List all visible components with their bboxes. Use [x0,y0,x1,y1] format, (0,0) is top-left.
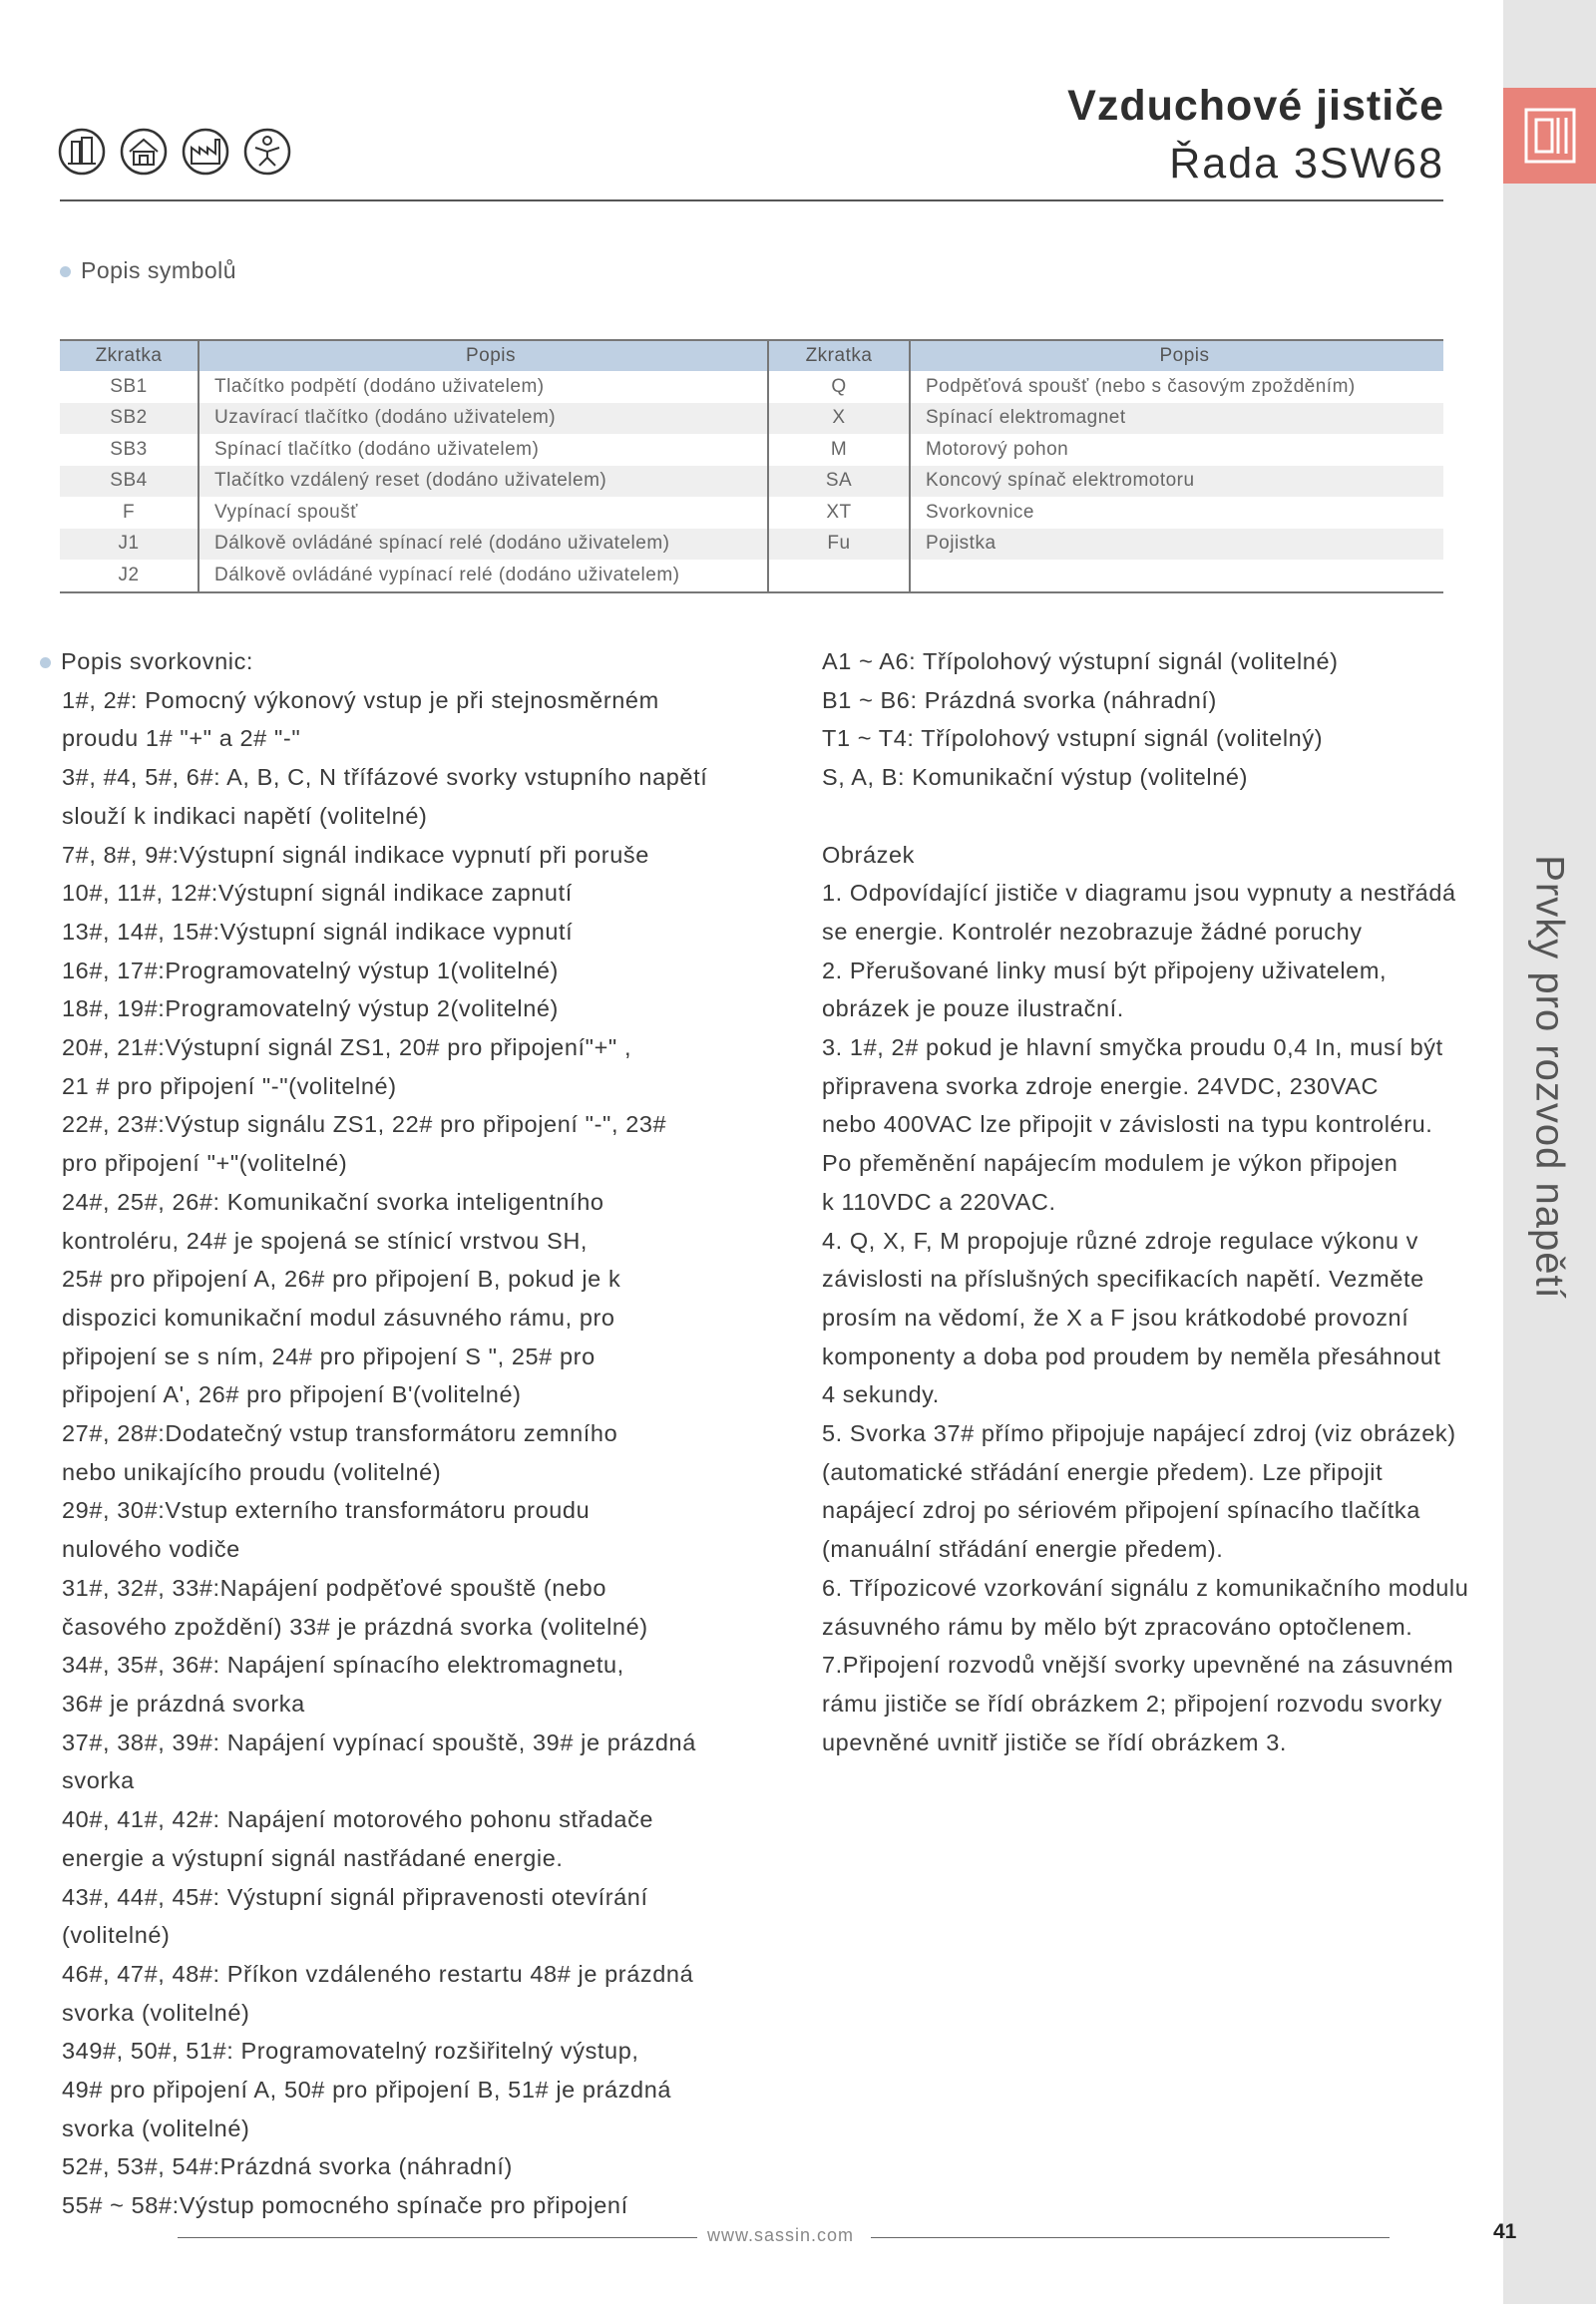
figure-note-line: zásuvného rámu by mělo být zpracováno optočlenem. [822,1613,1413,1640]
table-cell: Fu [768,529,910,561]
column-header: Zkratka [768,340,910,371]
signal-lines [822,642,1510,797]
table-cell: J2 [60,560,199,592]
table-cell: Tlačítko vzdálený reset (dodáno uživatelem) [199,466,768,498]
figure-note-line: upevněné uvnitř jističe se řídí obrázkem 3. [822,1728,1287,1755]
table-cell: Pojistka [910,529,1443,561]
symbols-table [60,339,1443,593]
terminal-line: časového zpoždění) 33# je prázdná svorka (volitelné) [62,1613,648,1640]
table-row [60,529,1443,561]
table-cell: XT [768,497,910,529]
terminals-heading-text: Popis svorkovnic: [61,648,254,674]
table-header-row [60,340,1443,371]
terminal-line: nulového vodiče [62,1536,240,1563]
terminal-line: 25# pro připojení A, 26# pro připojení B, pokud je k [62,1266,621,1293]
table-cell: Tlačítko podpětí (dodáno uživatelem) [199,371,768,403]
terminal-line: 31#, 32#, 33#:Napájení podpěťové spouště (nebo [62,1574,606,1601]
symbols-heading-text: Popis symbolů [81,257,237,283]
terminal-line: 7#, 8#, 9#:Výstupní signál indikace vypnutí při poruše [62,841,649,868]
figure-note-line: závislosti na příslušných specifikacích napětí. Vezměte [822,1266,1424,1293]
sidebar-badge [1503,88,1596,184]
table-cell: Dálkově ovládáné spínací relé (dodáno uživatelem) [199,529,768,561]
table-cell: Spínací tlačítko (dodáno uživatelem) [199,434,768,466]
page-title: Vzduchové jističe [1067,82,1444,130]
bullet-icon [40,657,51,668]
terminal-line: 22#, 23#:Výstup signálu ZS1, 22# pro připojení "-", 23# [62,1111,667,1138]
page-number: 41 [1493,2220,1517,2243]
figure-note-line: 7.Připojení rozvodů vnější svorky upevněné na zásuvném [822,1652,1454,1679]
signal-line: T1 ~ T4: Třípolohový vstupní signál (volitelný) [822,725,1324,752]
table-cell: Koncový spínač elektromotoru [910,466,1443,498]
building-icon [58,128,106,176]
figure-note-line: se energie. Kontrolér nezobrazuje žádné poruchy [822,918,1363,945]
terminal-line: svorka [62,1767,135,1794]
terminal-line: 36# je prázdná svorka [62,1690,305,1717]
terminal-line: kontroléru, 24# je spojená se stínicí vrstvou SH, [62,1227,589,1254]
figure-note-line: Po přeměnění napájecím modulem je výkon připojen [822,1150,1398,1177]
bullet-icon [60,266,71,277]
figure-note-line: 4 sekundy. [822,1381,940,1408]
terminal-line: 3#, #4, 5#, 6#: A, B, C, N třífázové svorky vstupního napětí [62,764,708,791]
table-cell: Q [768,371,910,403]
terminal-line: 55# ~ 58#:Výstup pomocného spínače pro připojení [62,2192,628,2219]
terminals-heading [40,642,780,681]
table-cell: SB4 [60,466,199,498]
terminal-line: 10#, 11#, 12#:Výstupní signál indikace zapnutí [62,880,573,907]
table-cell: Svorkovnice [926,501,1034,523]
footer-rule-right [871,2237,1390,2238]
figure-note-line: rámu jističe se řídí obrázkem 2; připojení rozvodu svorky [822,1690,1442,1717]
terminal-line: 1#, 2#: Pomocný výkonový vstup je při stejnosměrném [62,686,659,713]
figure-note-line: 3. 1#, 2# pokud je hlavní smyčka proudu 0,4 In, musí být [822,1034,1443,1061]
terminal-line: 27#, 28#:Dodatečný vstup transformátoru zemního [62,1420,618,1447]
table-cell: SB1 [60,371,199,403]
terminal-line: připojení A', 26# pro připojení B'(volitelné) [62,1381,522,1408]
person-icon [243,128,291,176]
breaker-icon [1522,106,1578,166]
column-header: Popis [910,340,1443,371]
signal-line: A1 ~ A6: Třípolohový výstupní signál (volitelné) [822,648,1339,674]
table-cell: X [768,403,910,435]
table-cell: Spínací elektromagnet [910,403,1443,435]
figure-note-line: komponenty a doba pod proudem by neměla přesáhnout [822,1343,1441,1369]
figure-note-line: 1. Odpovídající jističe v diagramu jsou vypnuty a nestřádá [822,880,1456,907]
table-cell: Dálkově ovládáné vypínací relé (dodáno uživatelem) [199,560,768,592]
terminal-description-column [62,642,780,2225]
table-row [60,560,1443,592]
terminal-line: proudu 1# "+" a 2# "-" [62,725,301,752]
figure-note-line: (manuální střádání energie předem). [822,1536,1224,1563]
terminal-line: 34#, 35#, 36#: Napájení spínacího elektromagnetu, [62,1652,624,1679]
terminal-line: energie a výstupní signál nastřádané energie. [62,1844,564,1871]
terminal-line: 29#, 30#:Vstup externího transformátoru proudu [62,1497,591,1524]
table-row [60,466,1443,498]
table-row [60,371,1443,403]
figure-note-line: 4. Q, X, F, M propojuje různé zdroje regulace výkonu v [822,1227,1418,1254]
figure-note-line: prosím na vědomí, že X a F jsou krátkodobé provozní [822,1304,1409,1331]
table-row [60,497,1443,529]
terminal-line: dispozici komunikační modul zásuvného rámu, pro [62,1304,615,1331]
terminal-line: 24#, 25#, 26#: Komunikační svorka inteligentního [62,1188,604,1215]
figure-note-line: k 110VDC a 220VAC. [822,1188,1056,1215]
table-cell: SA [768,466,910,498]
table-cell: SB3 [60,434,199,466]
terminal-line: (volitelné) [62,1922,171,1949]
footer-url: www.sassin.com [707,2225,855,2245]
terminal-line: 43#, 44#, 45#: Výstupní signál připravenosti otevírání [62,1883,648,1910]
terminal-line: 16#, 17#:Programovatelný výstup 1(volitelné) [62,957,559,983]
column-header: Popis [199,340,768,371]
table-cell: SB2 [60,403,199,435]
footer-rule-left [178,2237,697,2238]
figure-note-line: 5. Svorka 37# přímo připojuje napájecí zdroj (viz obrázek) [822,1420,1456,1447]
figure-note-line: nebo 400VAC lze připojit v závislosti na typu kontroléru. [822,1111,1433,1138]
terminal-line: nebo unikajícího proudu (volitelné) [62,1458,442,1485]
house-icon [120,128,168,176]
table-cell: Uzavírací tlačítko (dodáno uživatelem) [199,403,768,435]
signal-line: B1 ~ B6: Prázdná svorka (náhradní) [822,686,1217,713]
terminal-line: pro připojení "+"(volitelné) [62,1150,348,1177]
signal-line: S, A, B: Komunikační výstup (volitelné) [822,764,1248,791]
terminal-line: slouží k indikaci napětí (volitelné) [62,802,428,829]
table-cell [768,560,910,592]
terminal-line: svorka (volitelné) [62,2114,250,2141]
terminal-line: 49# pro připojení A, 50# pro připojení B, 51# je prázdná [62,2077,672,2104]
factory-icon [182,128,229,176]
terminal-line: svorka (volitelné) [62,1999,250,2026]
figure-note-line: obrázek je pouze ilustrační. [822,995,1124,1022]
notes-column [822,642,1510,1761]
terminal-line: 40#, 41#, 42#: Napájení motorového pohonu střadače [62,1806,654,1833]
figure-note-line: 2. Přerušované linky musí být připojeny uživatelem, [822,957,1388,983]
figure-note-line: (automatické střádání energie předem). Lze připojit [822,1458,1384,1485]
header-icon-row [58,128,291,176]
spacer [822,797,1510,836]
terminal-line: 18#, 19#:Programovatelný výstup 2(volitelné) [62,995,559,1022]
header-divider [60,199,1443,201]
figure-note-lines [822,874,1510,1761]
terminal-line: 20#, 21#:Výstupní signál ZS1, 20# pro připojení"+" , [62,1034,632,1061]
terminal-lines [62,681,780,2225]
terminal-line: připojení se s ním, 24# pro připojení S ", 25# pro [62,1343,596,1369]
terminal-line: 21 # pro připojení "-"(volitelné) [62,1072,397,1099]
table-cell: J1 [60,529,199,561]
table-cell [910,560,1443,592]
terminal-line: 46#, 47#, 48#: Příkon vzdáleného restartu 48# je prázdná [62,1960,694,1987]
table-cell: Vypínací spoušť [199,497,768,529]
table-cell: F [60,497,199,529]
figure-note-line: připravena svorka zdroje energie. 24VDC, 230VAC [822,1072,1380,1099]
table-row [60,434,1443,466]
terminal-line: 13#, 14#, 15#:Výstupní signál indikace vypnutí [62,918,574,945]
table-cell: Podpěťová spoušť (nebo s časovým zpožděním) [926,375,1356,397]
table-cell: Motorový pohon [926,438,1069,460]
figure-note-line: napájecí zdroj po sériovém připojení spínacího tlačítka [822,1497,1420,1524]
terminal-line: 37#, 38#, 39#: Napájení vypínací spouště, 39# je prázdná [62,1728,696,1755]
page-subtitle: Řada 3SW68 [1169,140,1444,188]
symbols-heading [60,257,236,284]
terminal-line: 349#, 50#, 51#: Programovatelný rozšiřitelný výstup, [62,2038,639,2065]
terminal-line: 52#, 53#, 54#:Prázdná svorka (náhradní) [62,2153,513,2180]
figure-note-line: 6. Třípozicové vzorkování signálu z komunikačního modulu [822,1574,1469,1601]
figure-notes-heading: Obrázek [822,841,916,868]
table-cell: M [768,434,910,466]
column-header: Zkratka [60,340,199,371]
sidebar-section-label: Prvky pro rozvod napětí [1527,855,1572,1300]
table-row [60,403,1443,435]
